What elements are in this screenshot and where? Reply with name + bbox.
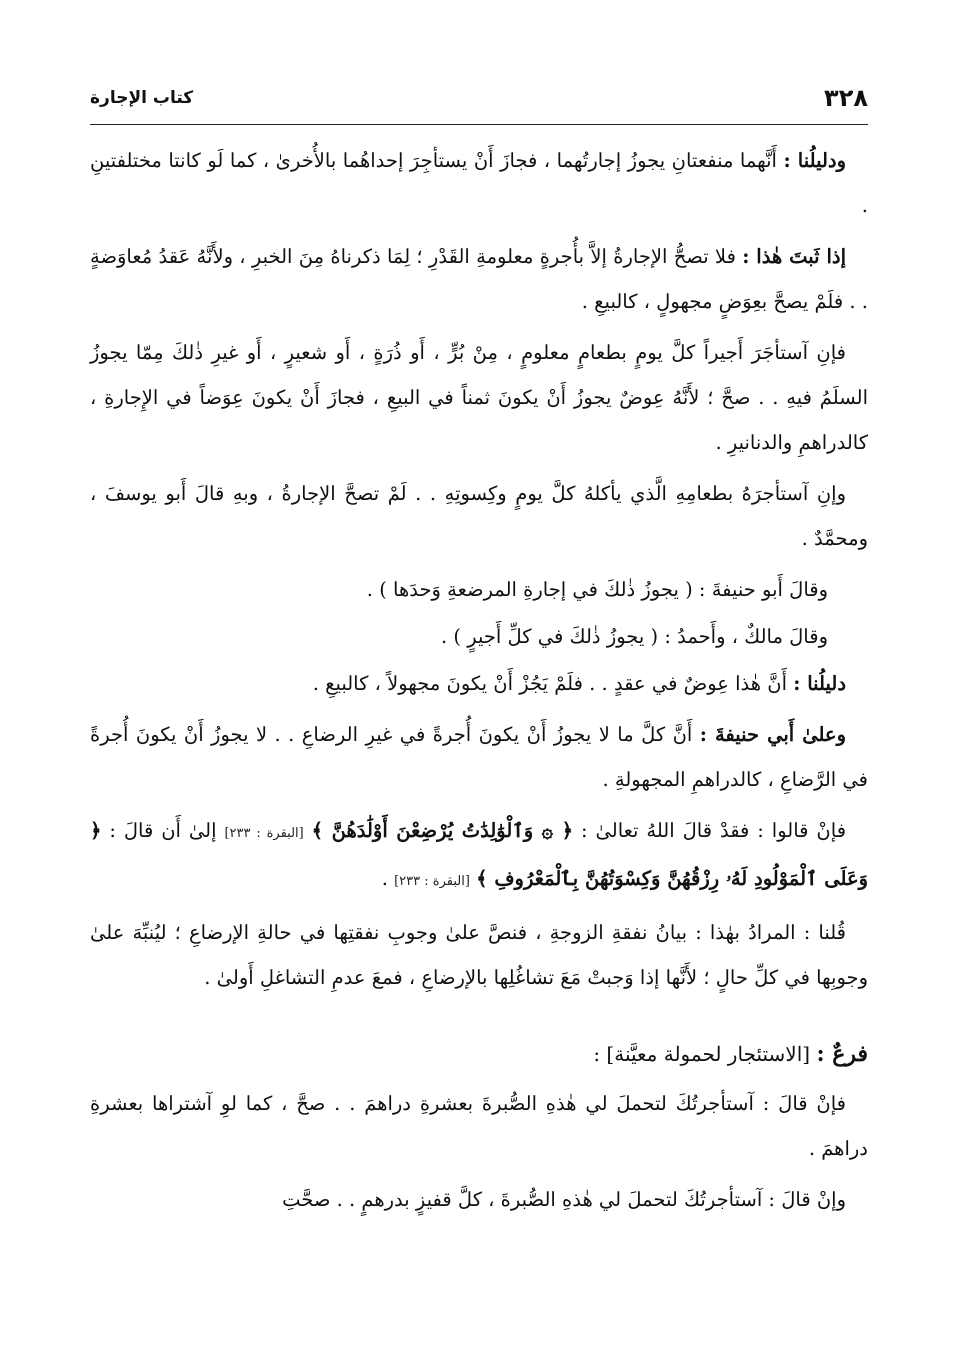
quote-text: وقالَ مالكٌ ، وأَحمدُ : ( يجوزُ ذٰلكَ في كلِّ أَجيرٍ ) . <box>441 625 828 648</box>
paragraph-text: وإنِ آستأجرَهُ بطعامِهِ الَّذي يأكلهُ كلَّ يومٍ وكِسوتِهِ . . لَمْ تصحَّ الإجارةُ ، وبهِ قالَ أَبو يوسفَ ، ومحمَّدٌ . <box>90 482 868 550</box>
paragraph-lead: دليلُنا : <box>793 672 846 695</box>
paragraph <box>90 712 868 802</box>
page-number: ٣٢٨ <box>824 84 868 112</box>
paragraph <box>90 471 868 561</box>
verse-reference: [البقرة : ٢٣٣] <box>394 874 470 889</box>
page-body <box>90 138 868 1228</box>
paragraph <box>90 138 868 228</box>
quote-line <box>90 567 868 612</box>
paragraph <box>90 330 868 465</box>
paragraph-lead: إذا ثَبتَ هٰذا : <box>742 245 846 268</box>
paragraph-lead: وعلىٰ أَبي حنيفةَ : <box>699 723 846 746</box>
section-heading <box>90 1032 868 1077</box>
section-title: [الاستئجار لحمولة معيَّنة] : <box>593 1042 817 1066</box>
paragraph-text: أَنَّ هٰذا عِوضٌ في عقدٍ . . فلَمْ يَجُزْ أَنْ يكونَ مجهولاً ، كالبيعِ . <box>312 672 794 695</box>
paragraph-text: فلا تصحُّ الإجارةُ إلاَّ بأُجرةٍ معلومةِ القَدْرِ ؛ لِمَا ذكرناهُ مِنَ الخبرِ ، ولأَنَّهُ عَقدُ مُعاوَضةٍ . . فلَمْ يصحَّ بعِوَضٍ مجهولٍ ، كالبيعِ . <box>90 245 868 313</box>
quote-line <box>90 614 868 659</box>
paragraph-text: قُلنا : المرادُ بهٰذا : بيانُ نفقةِ الزوجةِ ، فنصَّ علىٰ وجوبِ نفقتِها في حالةِ الإرضاعِ ؛ ليُنبِّهَ علىٰ وجوبِها في كلِّ حالٍ ؛ لأَنَّها إذا وَجبتْ مَعَ تشاغُلِها بالإرضاعِ ، فمعَ عدمِ التشاغلِ أَولىٰ . <box>90 921 868 989</box>
paragraph-text: أَنَّ كلَّ ما لا يجوزُ أَنْ يكونَ أُجرةً في غيرِ الرضاعِ . . لا يجوزُ أَنْ يكونَ أُجرةً في الرَّضاعِ ، كالدراهمِ المجهولةِ . <box>90 723 868 791</box>
paragraph-lead: ودليلُنا : <box>783 149 846 172</box>
quran-paragraph <box>90 808 868 904</box>
paragraph-text: فإنْ قالَ : آستأجرتُكَ لتحملَ لي هٰذهِ الصُّبرةَ بعشرةِ دراهمَ . . صحَّ ، كما لوِ آشتراها بعشرةِ دراهمَ . <box>90 1092 868 1160</box>
paragraph <box>90 661 868 706</box>
paragraph-text: وإنْ قالَ : آستأجرتُكَ لتحملَ لي هٰذهِ الصُّبرةَ ، كلَّ قفيزٍ بدرهمٍ . . صحَّتِ <box>282 1188 846 1211</box>
section-lead: فرعٌ : <box>816 1041 868 1067</box>
paragraph-text: فإنِ آستأجَرَ أَجيراً كلَّ يومٍ بطعامٍ معلومٍ ، مِنْ بُرٍّ ، أَو ذُرَةٍ ، أَو شعيرٍ ، أَو غيرِ ذٰلكَ مِمّا يجوزُ السلَمُ فيهِ . . صحَّ ؛ لأَنَّهُ عِوضٌ يجوزُ أَنْ يكونَ ثمناً في البيعِ ، فجازَ أَنْ يكونَ عِوَضاً في الإِجارةِ ، كالدراهمِ والدنانيرِ . <box>90 341 868 454</box>
running-title: كتاب الإجارة <box>90 88 194 108</box>
quran-verse: ﴿ ۞ وَٱلْوَٰلِدَٰتُ يُرْضِعْنَ أَوْلَٰدَهُنَّ ﴾ <box>311 819 574 842</box>
paragraph <box>90 910 868 1000</box>
paragraph <box>90 1177 868 1222</box>
verse-reference: [البقرة : ٢٣٣] <box>224 826 304 841</box>
paragraph-text: إلىٰ أَن قالَ : <box>109 819 217 842</box>
paragraph-text: فإنْ قالوا : فقدْ قالَ اللهُ تعالىٰ : <box>581 819 847 842</box>
page-header <box>90 84 868 125</box>
paragraph <box>90 1081 868 1171</box>
quote-text: وقالَ أَبو حنيفةَ : ( يجوزُ ذٰلكَ في إجارةِ المرضعةِ وَحدَها ) . <box>366 578 828 601</box>
paragraph-text: . <box>381 867 395 890</box>
quran-verse: ﴿ وَعَلَى ٱلْمَوْلُودِ لَهُۥ رِزْقُهُنَّ وَكِسْوَتُهُنَّ بِٱلْمَعْرُوفِ ﴾ <box>90 819 868 890</box>
paragraph <box>90 234 868 324</box>
paragraph-text: أَنَّهما منفعتانِ يجوزُ إجارتُهما ، فجازَ أَنْ يستأجِرَ إحداهُما بالأُخرىٰ ، كما لَو كانتا مختلفتينِ . <box>90 149 868 217</box>
